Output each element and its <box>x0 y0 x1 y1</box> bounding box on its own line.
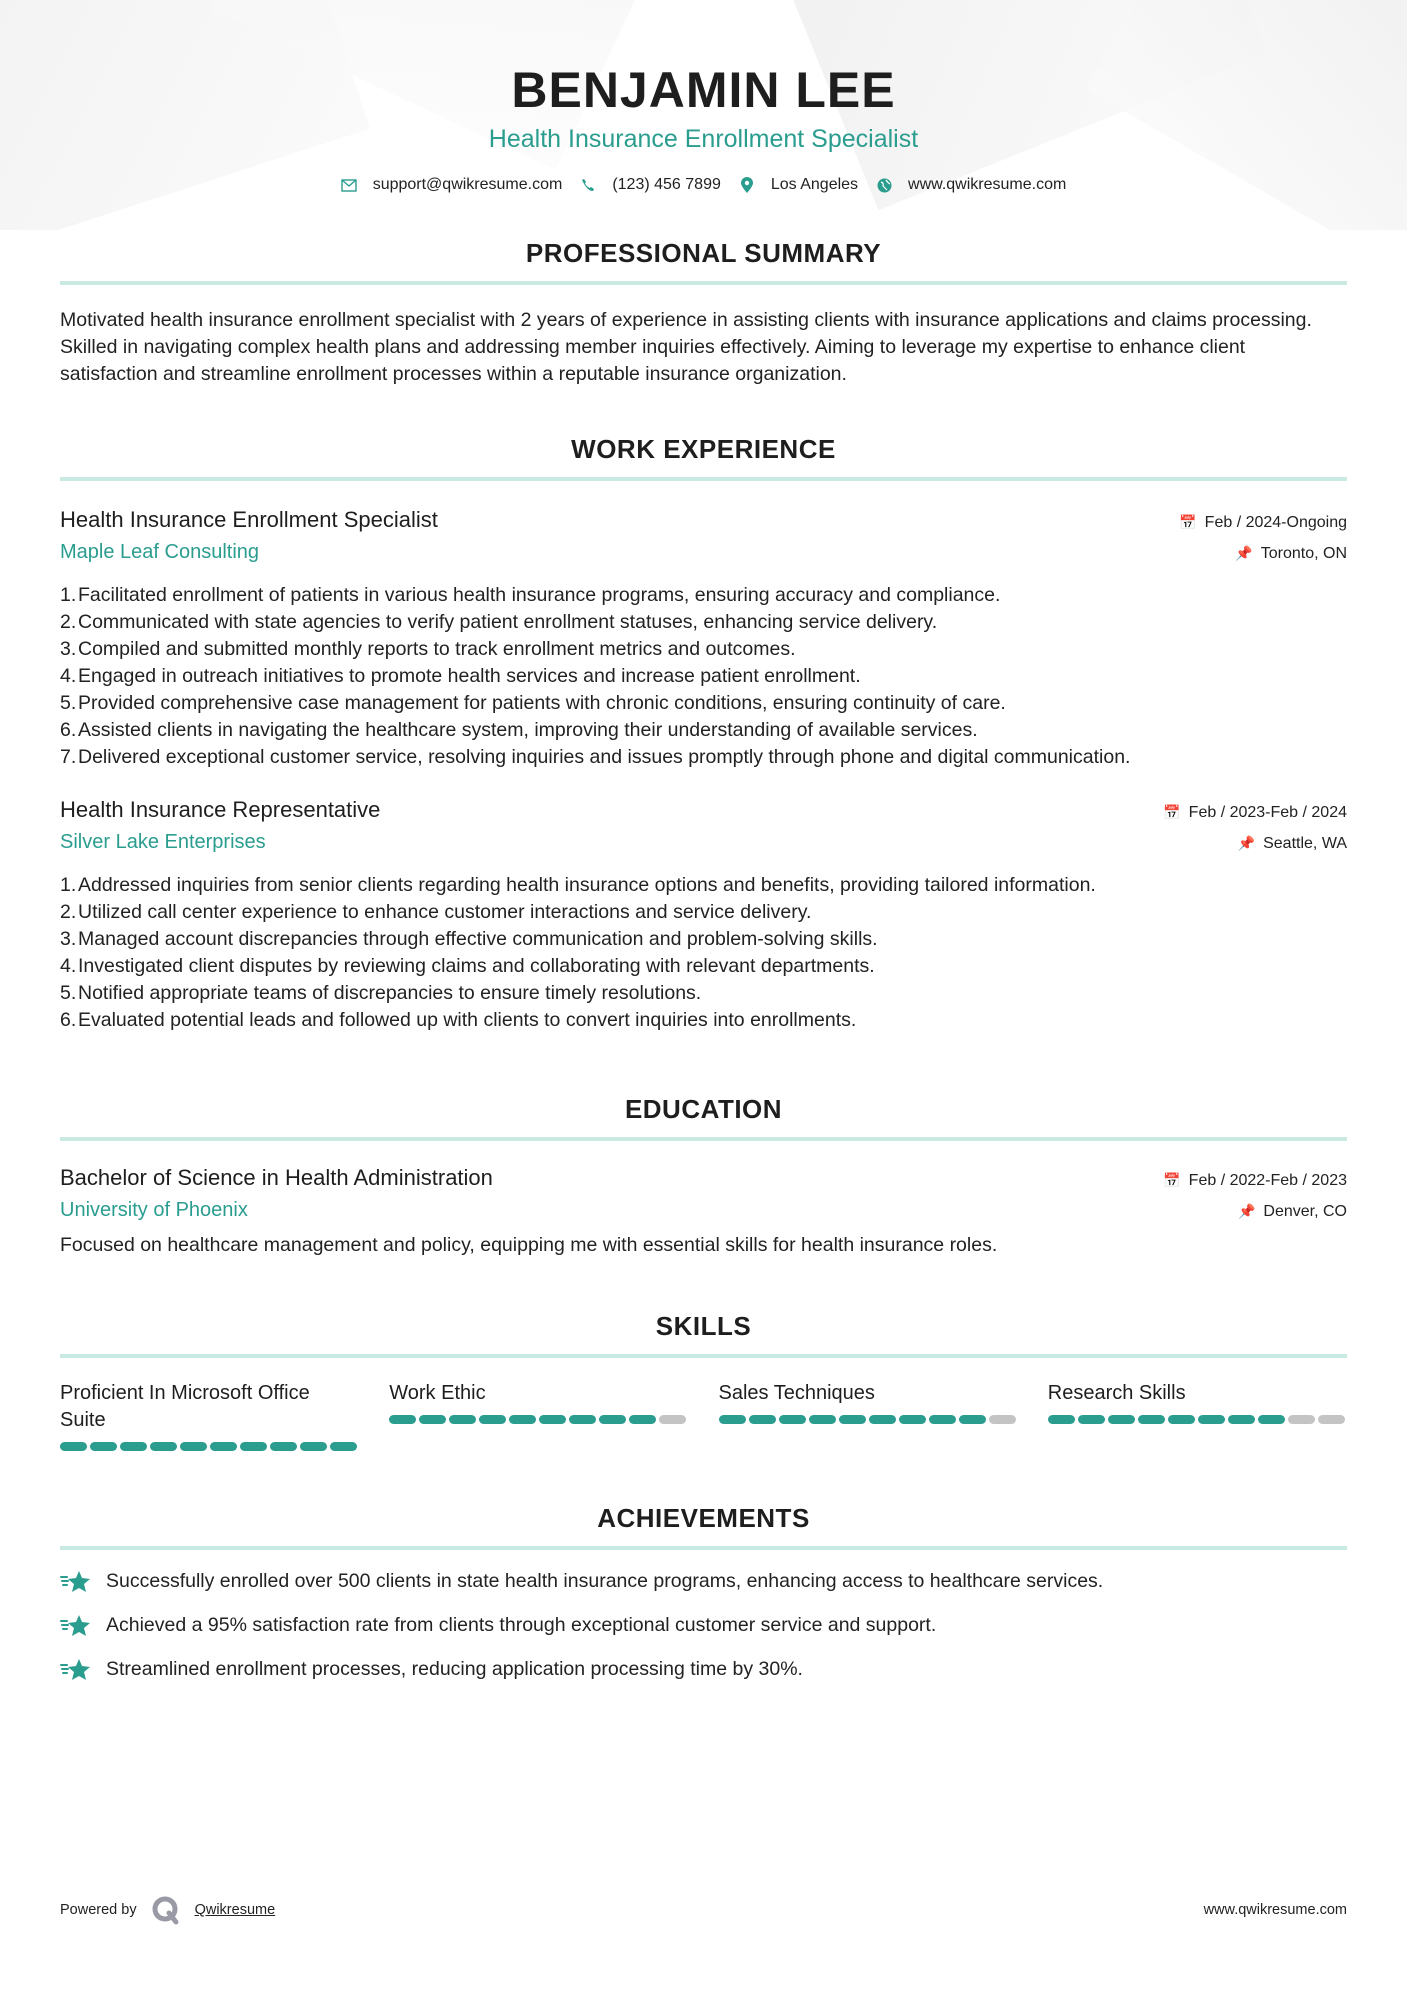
calendar-icon: 📅 <box>1163 1172 1181 1188</box>
job-location: 📌 Seattle, WA <box>1237 834 1347 852</box>
skill-segment <box>1228 1415 1255 1424</box>
job-bullets <box>60 582 1347 771</box>
skill-segment <box>779 1415 806 1424</box>
summary-section <box>60 238 1347 388</box>
achievement-item: Successfully enrolled over 500 clients in state health insurance programs, enhancing access to healthcare services. <box>60 1568 1347 1595</box>
bullet-item: 4. Engaged in outreach initiatives to promote health services and increase patient enrollment. <box>60 665 861 687</box>
section-heading: PROFESSIONAL SUMMARY <box>525 238 882 268</box>
degree: Bachelor of Science in Health Administration <box>60 1165 493 1190</box>
map-pin-icon <box>739 177 755 193</box>
skills-section <box>60 1311 1347 1451</box>
star-icon <box>60 1569 92 1595</box>
section-heading: EDUCATION <box>624 1094 783 1124</box>
pushpin-icon: 📌 <box>1237 835 1256 851</box>
powered-by: Powered by Qwikresume <box>60 1895 275 1925</box>
skill-segment <box>1318 1415 1345 1424</box>
contact-email[interactable]: support@qwikresume.com <box>341 176 563 194</box>
skill-item <box>719 1380 1018 1451</box>
skill-segment <box>989 1415 1016 1424</box>
skill-segment <box>869 1415 896 1424</box>
envelope-icon <box>341 179 357 192</box>
summary-text: Motivated health insurance enrollment specialist with 2 years of experience in assisting clients with insurance applications and claims processing. Skilled in navigating complex health plans and addressing member inquiries effectively. Aiming to leverage my expertise to enhance client satisfaction and streamline enrollment processes within a reputable insurance organization. <box>60 309 1312 385</box>
section-divider <box>60 281 1347 285</box>
skill-segment <box>1198 1415 1225 1424</box>
section-divider <box>60 1354 1347 1358</box>
skill-name: Sales Techniques <box>718 1382 875 1404</box>
footer-website[interactable]: www.qwikresume.com <box>1203 1902 1347 1918</box>
footer <box>60 1895 1347 1925</box>
job-title: Health Insurance Representative <box>60 797 381 822</box>
skill-segment <box>569 1415 596 1424</box>
section-divider <box>60 1546 1347 1550</box>
skill-name: Proficient In Microsoft Office Suite <box>60 1382 310 1431</box>
skill-segment <box>1168 1415 1195 1424</box>
bullet-item: 1. Addressed inquiries from senior clients regarding health insurance options and benefits, providing tailored information. <box>60 874 1096 896</box>
job-dates: 📅 Feb / 2024-Ongoing <box>1179 513 1347 531</box>
star-icon <box>60 1657 92 1683</box>
calendar-icon: 📅 <box>1179 514 1197 530</box>
globe-icon <box>876 178 892 193</box>
bullet-item: 4. Investigated client disputes by reviewing claims and collaborating with relevant departments. <box>60 955 875 977</box>
skill-segment <box>150 1442 177 1451</box>
education-entry <box>60 1165 1347 1259</box>
skill-segment <box>629 1415 656 1424</box>
section-divider <box>60 1137 1347 1141</box>
resume-header <box>60 0 1347 194</box>
skill-segment <box>180 1442 207 1451</box>
bullet-item: 6. Evaluated potential leads and followed up with clients to convert inquiries into enrollments. <box>60 1009 857 1031</box>
bullet-item: 1. Facilitated enrollment of patients in various health insurance programs, ensuring accuracy and compliance. <box>60 584 1001 606</box>
bullet-item: 3. Managed account discrepancies through effective communication and problem-solving skills. <box>60 928 878 950</box>
pushpin-icon: 📌 <box>1235 545 1253 561</box>
school: University of Phoenix <box>60 1199 248 1221</box>
job-bullets <box>60 872 1347 1034</box>
skill-segment <box>330 1442 357 1451</box>
skill-segment <box>749 1415 776 1424</box>
skill-segment <box>1138 1415 1165 1424</box>
skill-segment <box>719 1415 746 1424</box>
skill-segment <box>389 1415 416 1424</box>
education-dates: 📅 Feb / 2022-Feb / 2023 <box>1163 1171 1347 1189</box>
education-section <box>60 1094 1347 1259</box>
skill-segment <box>60 1442 87 1451</box>
skill-segment <box>419 1415 446 1424</box>
skill-rating-bar <box>60 1442 359 1451</box>
skill-rating-bar <box>1048 1415 1347 1424</box>
qwikresume-link[interactable]: Qwikresume <box>194 1902 276 1918</box>
candidate-name: BENJAMIN LEE <box>511 62 896 118</box>
job-company: Maple Leaf Consulting <box>60 541 260 563</box>
job-dates: 📅 Feb / 2023-Feb / 2024 <box>1163 803 1347 821</box>
bullet-item: 2. Communicated with state agencies to verify patient enrollment statuses, enhancing service delivery. <box>60 611 938 633</box>
section-heading: SKILLS <box>655 1311 752 1341</box>
skill-segment <box>899 1415 926 1424</box>
pushpin-icon: 📌 <box>1237 1203 1256 1219</box>
skill-segment <box>1288 1415 1315 1424</box>
bullet-item: 5. Notified appropriate teams of discrepancies to ensure timely resolutions. <box>60 982 702 1004</box>
skill-rating-bar <box>719 1415 1018 1424</box>
job-entry <box>60 507 1347 771</box>
skill-segment <box>509 1415 536 1424</box>
skill-segment <box>1078 1415 1105 1424</box>
skill-item <box>1048 1380 1347 1451</box>
skill-segment <box>240 1442 267 1451</box>
skill-segment <box>959 1415 986 1424</box>
education-description: Focused on healthcare management and policy, equipping me with essential skills for health insurance roles. <box>60 1234 998 1256</box>
job-location: 📌 Toronto, ON <box>1235 544 1347 562</box>
star-icon <box>60 1613 92 1639</box>
skill-segment <box>599 1415 626 1424</box>
section-divider <box>60 477 1347 481</box>
section-heading: ACHIEVEMENTS <box>597 1503 810 1533</box>
bullet-item: 6. Assisted clients in navigating the healthcare system, improving their understanding of available services. <box>60 719 978 741</box>
education-location: 📌 Denver, CO <box>1237 1202 1347 1220</box>
experience-section <box>60 434 1347 1034</box>
job-entry <box>60 797 1347 1034</box>
bullet-item: 3. Compiled and submitted monthly reports to track enrollment metrics and outcomes. <box>60 638 796 660</box>
contact-bar <box>60 176 1347 194</box>
skill-segment <box>929 1415 956 1424</box>
skills-grid <box>60 1380 1347 1451</box>
contact-website[interactable]: www.qwikresume.com <box>876 176 1066 194</box>
skill-segment <box>539 1415 566 1424</box>
bullet-item: 2. Utilized call center experience to enhance customer interactions and service delivery. <box>60 901 812 923</box>
skill-item <box>60 1380 359 1451</box>
skill-segment <box>839 1415 866 1424</box>
skill-segment <box>479 1415 506 1424</box>
qwikresume-logo-icon <box>151 1895 181 1925</box>
skill-segment <box>1258 1415 1285 1424</box>
skill-name: Work Ethic <box>389 1382 486 1404</box>
achievements-section <box>60 1503 1347 1683</box>
achievements-list <box>60 1568 1347 1683</box>
skill-rating-bar <box>389 1415 688 1424</box>
contact-phone[interactable]: (123) 456 7899 <box>580 176 721 194</box>
skill-segment <box>1108 1415 1135 1424</box>
calendar-icon: 📅 <box>1163 804 1181 820</box>
skill-segment <box>809 1415 836 1424</box>
phone-icon <box>580 178 596 192</box>
skill-item <box>389 1380 688 1451</box>
skill-segment <box>210 1442 237 1451</box>
achievement-item: Achieved a 95% satisfaction rate from clients through exceptional customer service and support. <box>60 1612 1347 1639</box>
job-company: Silver Lake Enterprises <box>60 831 266 853</box>
skill-segment <box>120 1442 147 1451</box>
skill-segment <box>270 1442 297 1451</box>
bullet-item: 5. Provided comprehensive case management for patients with chronic conditions, ensuring continuity of care. <box>60 692 1006 714</box>
contact-location: Los Angeles <box>739 176 858 194</box>
skill-segment <box>659 1415 686 1424</box>
skill-segment <box>300 1442 327 1451</box>
section-heading: WORK EXPERIENCE <box>571 434 836 464</box>
skill-name: Research Skills <box>1047 1382 1186 1404</box>
skill-segment <box>1048 1415 1075 1424</box>
job-title: Health Insurance Enrollment Specialist <box>60 507 438 532</box>
achievement-item: Streamlined enrollment processes, reducing application processing time by 30%. <box>60 1656 1347 1683</box>
skill-segment <box>449 1415 476 1424</box>
candidate-title: Health Insurance Enrollment Specialist <box>488 125 919 153</box>
skill-segment <box>90 1442 117 1451</box>
bullet-item: 7. Delivered exceptional customer service, resolving inquiries and issues promptly through phone and digital communication. <box>60 746 1131 768</box>
